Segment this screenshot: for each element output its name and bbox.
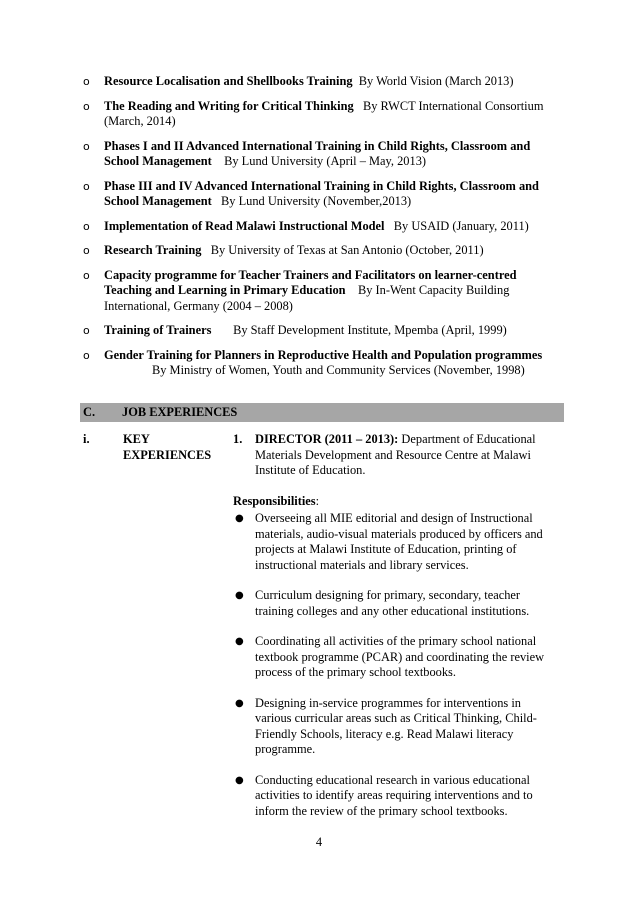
training-item (83, 74, 563, 90)
training-provider: By USAID (January, 2011) (393, 218, 529, 233)
list-marker: o (83, 179, 90, 193)
section-header (80, 403, 564, 422)
list-item (233, 634, 553, 681)
training-title: Resource Localisation and Shellbooks Training (104, 74, 353, 88)
training-provider: By University of Texas at San Antonio (October, 2011) (210, 243, 484, 257)
training-provider: By Lund University (November,2013) (221, 194, 412, 208)
training-title: Training of Trainers (104, 323, 212, 337)
bullet-icon: ● (235, 636, 244, 647)
list-marker: o (83, 244, 90, 257)
row-heading: KEY EXPERIENCES (123, 432, 212, 462)
experience-number: 1. (233, 432, 243, 446)
training-item (83, 179, 563, 210)
training-provider: By In-Went Capacity Building International, Germany (2004 – 2008) (104, 283, 510, 313)
responsibility-text: Conducting educational research in various educational activities to identify areas requiring interventions and to inform the review of the primary school textbooks. (255, 772, 533, 818)
bullet-icon: ● (235, 697, 244, 709)
responsibility-text: Curriculum designing for primary, secondary, teacher training colleges and any other educational institutions. (255, 588, 530, 618)
list-item (233, 588, 553, 619)
training-provider: By Ministry of Women, Youth and Community Services (November, 1998) (152, 363, 525, 377)
training-item (83, 139, 563, 170)
list-marker: o (83, 75, 90, 88)
responsibilities-label: Responsibilities (233, 493, 316, 508)
list-item (233, 511, 553, 573)
training-title: Phase III and IV Advanced International Training in Child Rights, Classroom and School Management (104, 178, 539, 208)
list-marker: o (83, 99, 90, 113)
responsibility-text: Overseeing all MIE editorial and design of Instructional materials, audio-visual materials produced by officers and projects at Malawi Institute of Education, printing of instructional materials and library services. (255, 511, 543, 572)
list-item (233, 773, 553, 820)
training-title: Gender Training for Planners in Reproductive Health and Population programmes (104, 347, 543, 362)
training-title: Phases I and II Advanced International Training in Child Rights, Classroom and School Management (104, 138, 531, 168)
list-marker: o (83, 324, 90, 337)
training-title: The Reading and Writing for Critical Thinking (104, 98, 354, 113)
experience-organization: Department of Educational Materials Development and Resource Centre at Malawi Institute of Education. (255, 432, 536, 477)
experience-entry (233, 432, 553, 834)
responsibility-text: Coordinating all activities of the primary school national textbook programme (PCAR) and coordinating the review process of the primary school textbooks. (255, 634, 545, 679)
training-provider: By Lund University (April – May, 2013) (224, 154, 427, 168)
responsibilities-colon: : (315, 493, 320, 508)
responsibilities-list (233, 511, 553, 819)
list-marker: o (83, 139, 90, 153)
training-item (83, 219, 563, 235)
training-title: Capacity programme for Teacher Trainers and Facilitators on learner-centred Teaching and Learning in Primary Education (104, 267, 517, 297)
responsibility-text: Designing in-service programmes for interventions in various curricular areas such as Critical Thinking, Child-Friendly Schools, literacy e.g. Read Malawi literacy programme. (255, 695, 537, 756)
experience-title (233, 432, 553, 479)
row-number: i. (83, 432, 90, 446)
page-number: 4 (315, 835, 323, 849)
responsibilities-heading (233, 494, 553, 510)
section-title: JOB EXPERIENCES (122, 405, 238, 419)
training-item (83, 243, 563, 259)
bullet-icon: ● (235, 513, 244, 524)
training-title: Research Training (104, 243, 202, 257)
training-list (83, 74, 563, 388)
list-marker: o (83, 348, 90, 362)
training-item (83, 323, 563, 339)
list-item (233, 696, 553, 758)
experience-role: DIRECTOR (2011 – 2013): (255, 432, 399, 446)
training-provider: By World Vision (March 2013) (358, 74, 514, 88)
list-marker: o (83, 219, 90, 233)
list-marker: o (83, 268, 90, 282)
training-title: Implementation of Read Malawi Instructional Model (104, 218, 385, 233)
section-letter: C. (83, 405, 96, 419)
training-provider: By Staff Development Institute, Mpemba (April, 1999) (233, 323, 507, 337)
training-provider: By RWCT International Consortium (March, 2014) (104, 98, 544, 128)
training-item (83, 348, 563, 379)
training-item (83, 99, 563, 130)
bullet-icon: ● (235, 774, 244, 786)
bullet-icon: ● (235, 590, 244, 601)
training-item (83, 268, 563, 315)
